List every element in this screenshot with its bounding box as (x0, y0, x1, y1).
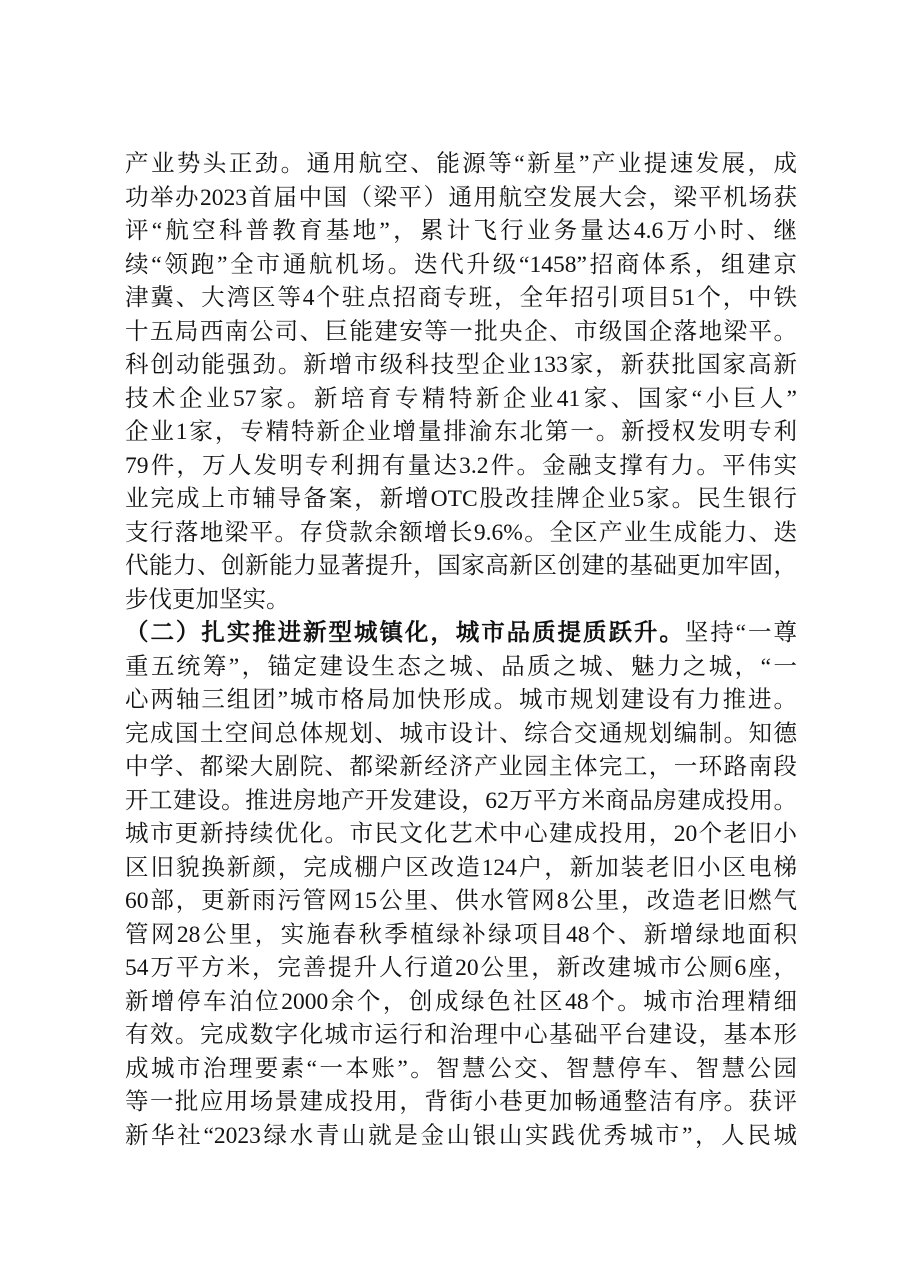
text-line: 60部，更新雨污管网15公里、供水管网8公里，改造老旧燃气 (125, 888, 797, 914)
paragraph-urbanization (125, 617, 797, 1153)
text-line: 技术企业57家。新培育专精特新企业41家、国家“小巨人” (125, 385, 797, 412)
text-line: 有效。完成数字化城市运行和治理中心基础平台建设，基本形 (125, 1022, 797, 1048)
text-line: 城市更新持续优化。市民文化艺术中心建成投用，20个老旧小 (125, 821, 797, 847)
text-line: 评“航空科普教育基地”，累计飞行业务量达4.6万小时、继 (125, 218, 797, 244)
text-line: 业完成上市辅导备案，新增OTC股改挂牌企业5家。民生银行 (125, 486, 797, 512)
text-line: 功举办2023首届中国（梁平）通用航空发展大会，梁平机场获 (125, 184, 797, 211)
text-line: 津冀、大湾区等4个驻点招商专班，全年招引项目51个，中铁 (125, 285, 797, 311)
section-heading: （二）扎实推进新型城镇化，城市品质提质跃升。 (125, 620, 685, 646)
text-line: 完成国土空间总体规划、城市设计、综合交通规划编制。知德 (125, 720, 797, 747)
text-line: 新华社“2023绿水青山就是金山银山实践优秀城市”，人民城 (125, 1122, 797, 1149)
text-line: 成城市治理要素“一本账”。智慧公交、智慧停车、智慧公园 (125, 1055, 797, 1082)
text-span: 坚持“一尊 (684, 620, 798, 646)
body-text (125, 148, 797, 1153)
text-line: 支行落地梁平。存贷款余额增长9.6%。全区产业生成能力、迭 (125, 519, 797, 546)
paragraph-industry (125, 148, 797, 617)
text-line (125, 617, 797, 651)
text-line: 产业势头正劲。通用航空、能源等“新星”产业提速发展，成 (125, 151, 797, 177)
text-line: 重五统筹”，锚定建设生态之城、品质之城、魅力之城，“一 (125, 653, 797, 680)
text-line: 中学、都梁大剧院、都梁新经济产业园主体完工，一环路南段 (125, 754, 797, 780)
text-line: 等一批应用场景建成投用，背街小巷更加畅通整洁有序。获评 (125, 1089, 797, 1115)
text-line: 开工建设。推进房地产开发建设，62万平方米商品房建成投用。 (125, 787, 797, 814)
text-line: 新增停车泊位2000余个，创成绿色社区48个。城市治理精细 (125, 988, 797, 1015)
text-line: 心两轴三组团”城市格局加快形成。城市规划建设有力推进。 (125, 687, 797, 713)
text-line: 54万平方米，完善提升人行道20公里，新改建城市公厕6座， (125, 955, 797, 981)
text-line: 科创动能强劲。新增市级科技型企业133家，新获批国家高新 (125, 352, 797, 378)
text-line: 管网28公里，实施春秋季植绿补绿项目48个、新增绿地面积 (125, 921, 797, 948)
text-line: 续“领跑”全市通航机场。迭代升级“1458”招商体系，组建京 (125, 251, 797, 278)
text-line: 步伐更加坚实。 (125, 586, 290, 613)
text-line: 代能力、创新能力显著提升，国家高新区创建的基础更加牢固， (125, 553, 797, 579)
text-line: 企业1家，专精特新企业增量排渝东北第一。新授权发明专利 (125, 419, 797, 445)
text-line: 79件，万人发明专利拥有量达3.2件。金融支撑有力。平伟实 (125, 452, 797, 479)
text-line: 区旧貌换新颜，完成棚户区改造124户，新加装老旧小区电梯 (125, 854, 797, 881)
text-line: 十五局西南公司、巨能建安等一批央企、市级国企落地梁平。 (125, 318, 797, 345)
